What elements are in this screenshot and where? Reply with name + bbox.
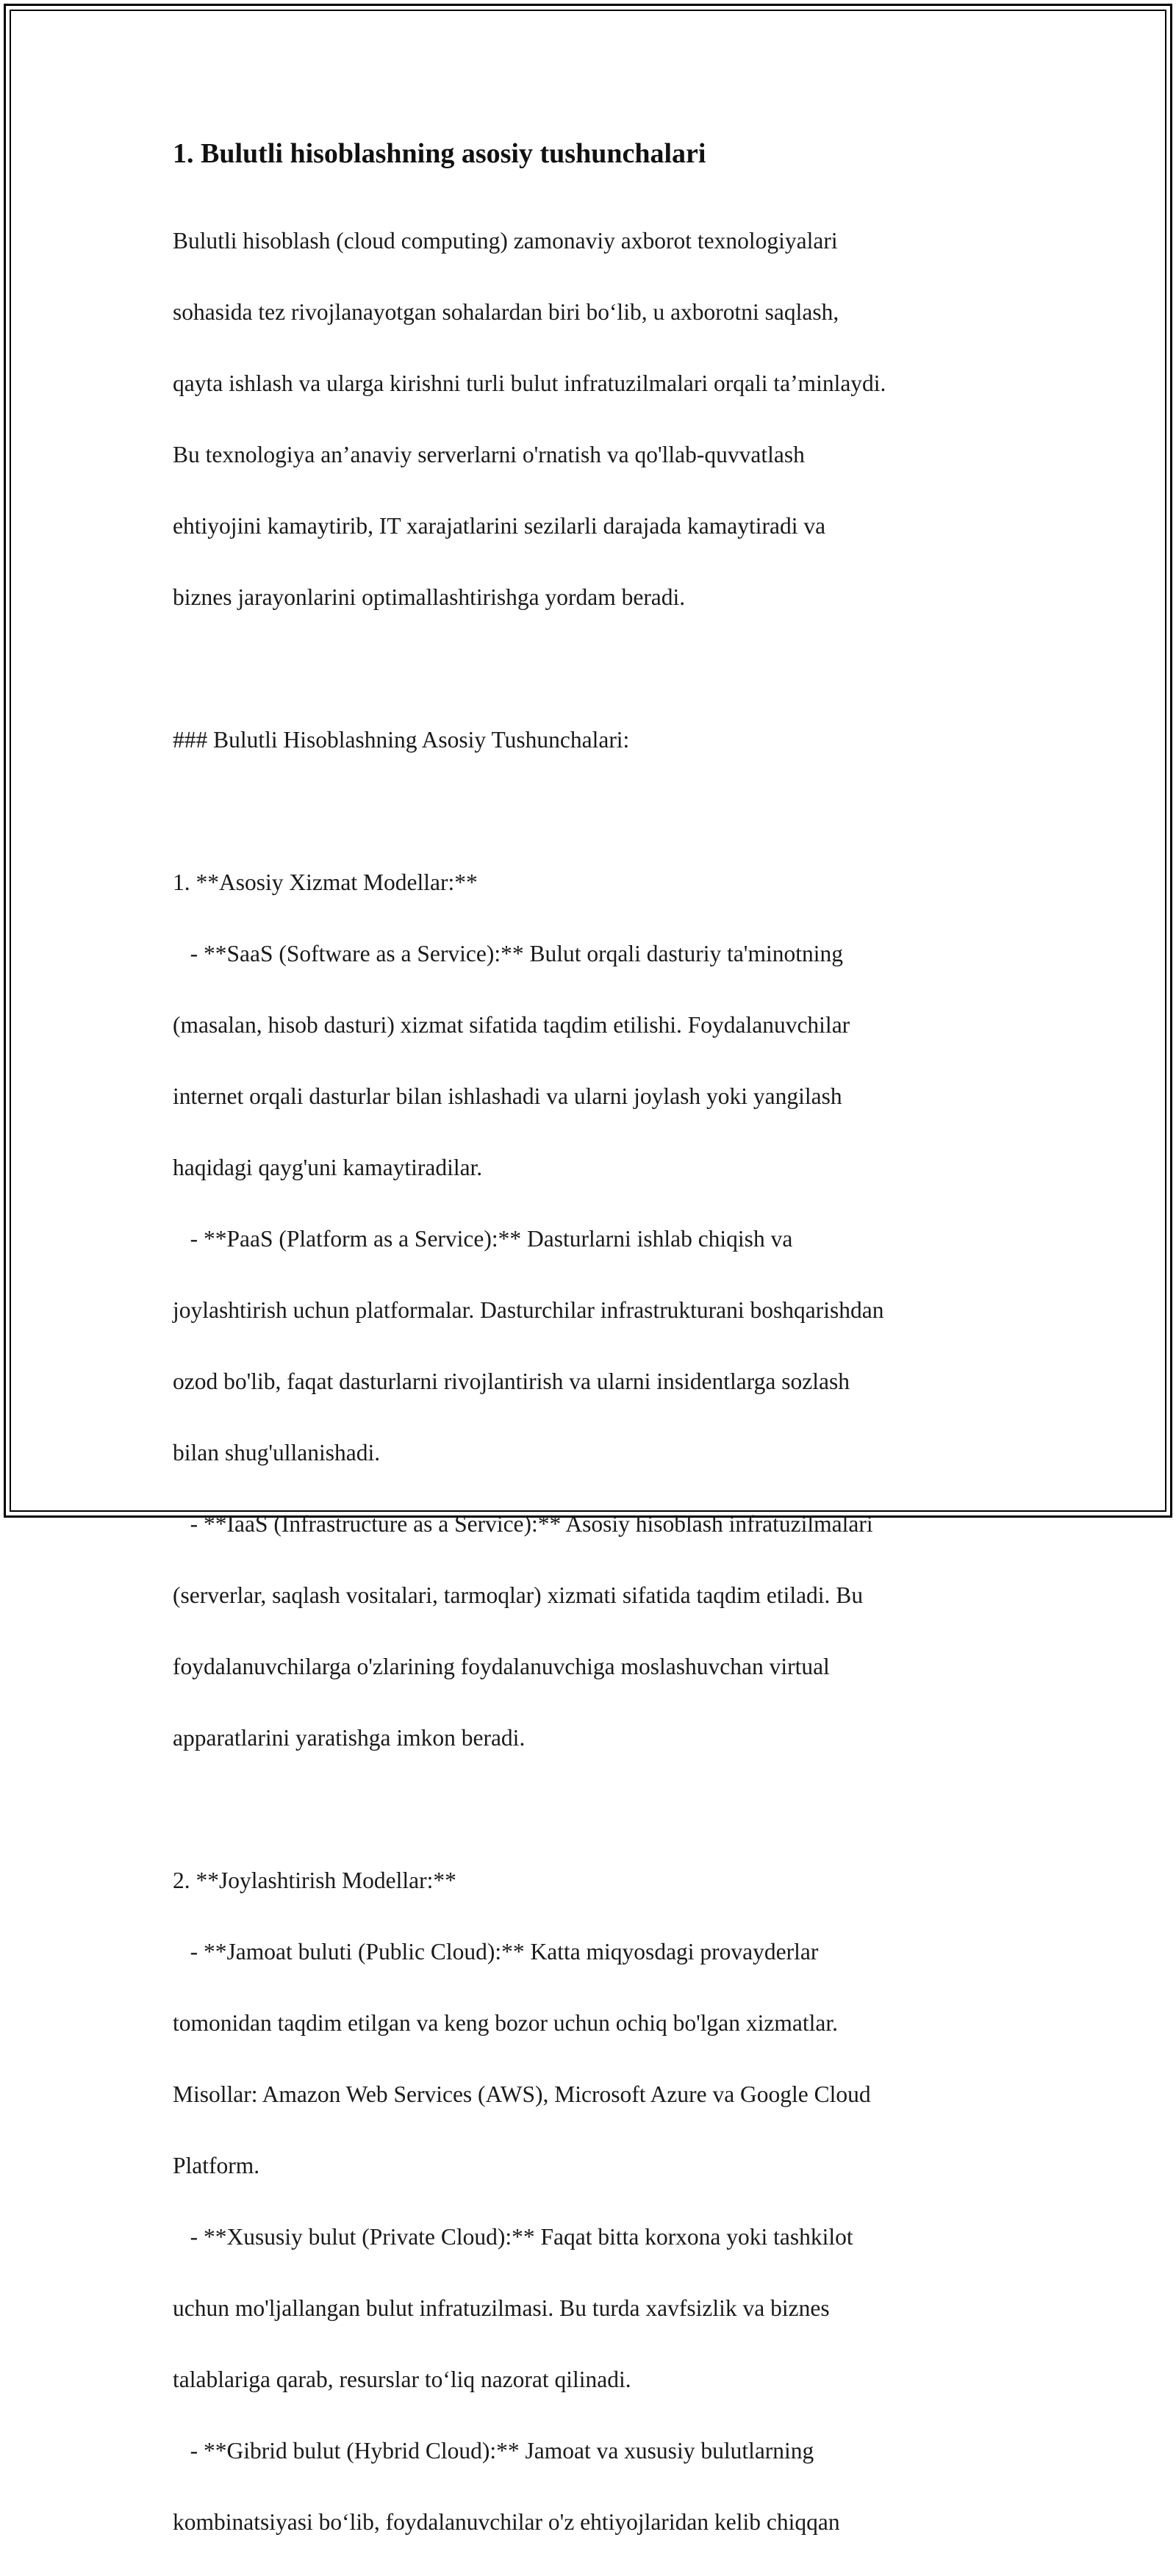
document-body <box>173 136 1018 2576</box>
text-line: ozod bo'lib, faqat dasturlarni rivojlantirish va ularni insidentlarga sozlash <box>173 1368 850 1394</box>
section-service-models <box>173 829 1018 1792</box>
text-line: sohasida tez rivojlanayotgan sohalardan biri bo‘lib, u axborotni saqlash, <box>173 298 839 325</box>
intro-paragraph <box>173 187 1018 651</box>
text-line: ehtiyojini kamaytirib, IT xarajatlarini sezilarli darajada kamaytiradi va <box>173 512 826 539</box>
text-line: (serverlar, saqlash vositalari, tarmoqlar) xizmati sifatida taqdim etiladi. Bu <box>173 1582 864 1608</box>
text-line: foydalanuvchilarga o'zlarining foydalanuvchiga moslashuvchan virtual <box>173 1653 830 1679</box>
text-line: - **Gibrid bulut (Hybrid Cloud):** Jamoat va xususiy bulutlarning <box>173 2437 814 2464</box>
text-line: - **PaaS (Platform as a Service):** Dasturlarni ishlab chiqish va <box>173 1225 793 1252</box>
text-line: Bulutli hisoblash (cloud computing) zamonaviy axborot texnologiyalari <box>173 227 838 254</box>
text-line: qayta ishlash va ularga kirishni turli bulut infratuzilmalari orqali ta’minlaydi. <box>173 370 886 396</box>
spacer <box>173 794 1018 830</box>
text-line: Misollar: Amazon Web Services (AWS), Microsoft Azure va Google Cloud <box>173 2081 871 2107</box>
text-line: - **SaaS (Software as a Service):** Bulut orqali dasturiy ta'minotning <box>173 940 843 966</box>
text-line: biznes jarayonlarini optimallashtirishga yordam beradi. <box>173 584 686 610</box>
text-line: Bu texnologiya an’anaviy serverlarni o'rnatish va qo'llab-quvvatlash <box>173 441 805 467</box>
subheading-text: ### Bulutli Hisoblashning Asosiy Tushunchalari: <box>173 726 630 753</box>
spacer <box>173 1792 1018 1828</box>
text-line: tomonidan taqdim etilgan va keng bozor uchun ochiq bo'lgan xizmatlar. <box>173 2009 838 2036</box>
text-line: bilan shug'ullanishadi. <box>173 1439 381 1465</box>
section-deployment-models <box>173 1827 1018 2576</box>
text-line: - **Xususiy bulut (Private Cloud):** Faqat bitta korxona yoki tashkilot <box>173 2223 853 2250</box>
text-line: uchun mo'ljallangan bulut infratuzilmasi. Bu turda xavfsizlik va biznes <box>173 2295 830 2321</box>
page-title: 1. Bulutli hisoblashning asosiy tushunchalari <box>173 138 706 169</box>
subheading <box>173 686 1018 794</box>
text-line: - **Jamoat buluti (Public Cloud):** Katta miqyosdagi provayderlar <box>173 1938 819 1965</box>
text-line: joylashtirish uchun platformalar. Dasturchilar infrastrukturani boshqarishdan <box>173 1296 884 1323</box>
text-line: apparatlarini yaratishga imkon beradi. <box>173 1724 526 1751</box>
text-line: haqidagi qayg'uni kamaytiradilar. <box>173 1154 483 1180</box>
section-title: 2. **Joylashtirish Modellar:** <box>173 1867 456 1893</box>
text-line: (masalan, hisob dasturi) xizmat sifatida taqdim etilishi. Foydalanuvchilar <box>173 1011 850 1038</box>
text-line: kombinatsiyasi bo‘lib, foydalanuvchilar o'z ehtiyojlaridan kelib chiqqan <box>173 2508 840 2535</box>
text-line: internet orqali dasturlar bilan ishlashadi va ularni joylash yoki yangilash <box>173 1083 842 1109</box>
text-line: - **IaaS (Infrastructure as a Service):** Asosiy hisoblash infratuzilmalari <box>173 1510 873 1537</box>
text-line: Platform. <box>173 2152 260 2178</box>
section-title: 1. **Asosiy Xizmat Modellar:** <box>173 869 478 895</box>
text-line: talablariga qarab, resurslar to‘liq nazorat qilinadi. <box>173 2366 631 2392</box>
spacer <box>173 651 1018 687</box>
